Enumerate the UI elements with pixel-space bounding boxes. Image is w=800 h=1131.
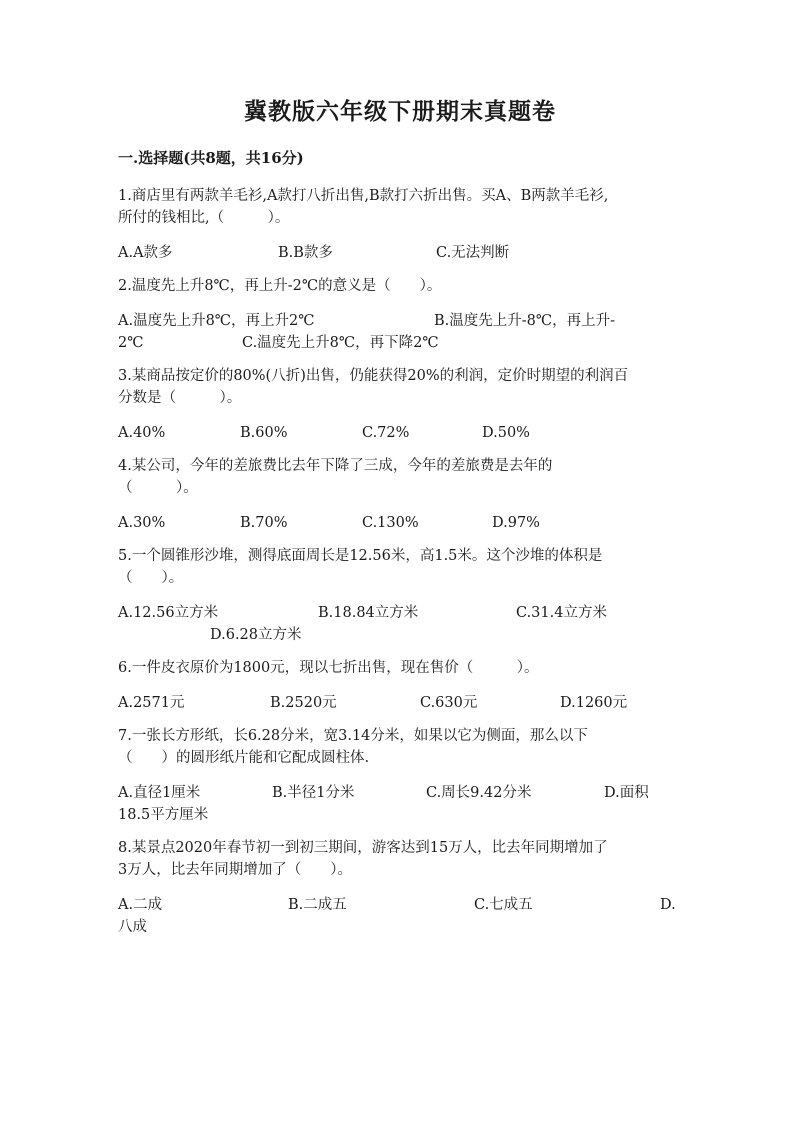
- question-1: [118, 185, 682, 264]
- question-4: [118, 455, 682, 534]
- question-3: [118, 365, 682, 444]
- stem-line: 2.温度先上升8℃，再上升-2℃的意义是（ ）。: [118, 278, 442, 294]
- stem-line: 3万人，比去年同期增加了（ ）。: [118, 862, 352, 878]
- option-b: B.18.84立方米: [318, 605, 419, 621]
- option-list: [118, 422, 682, 444]
- question-stem: [118, 455, 682, 499]
- stem-line: 7.一张长方形纸，长6.28分米，宽3.14分米，如果以它为侧面，那么以下: [118, 728, 588, 744]
- question-stem: [118, 725, 682, 769]
- option-a: A.二成: [118, 897, 163, 913]
- question-stem: [118, 365, 682, 409]
- option-list: [118, 602, 682, 646]
- question-7: [118, 725, 682, 826]
- option-b: B.60%: [240, 425, 288, 441]
- stem-line: （ ）的圆形纸片能和它配成圆柱体.: [118, 750, 370, 766]
- option-c: C.周长9.42分米: [426, 785, 532, 801]
- option-c: C.130%: [362, 515, 419, 531]
- option-d: D.: [660, 897, 676, 913]
- option-a: A.温度先上升8℃，再上升2℃: [118, 313, 315, 329]
- option-a: A.30%: [118, 515, 166, 531]
- stem-line: 5.一个圆锥形沙堆，测得底面周长是12.56米，高1.5米。这个沙堆的体积是: [118, 548, 603, 564]
- question-stem: [118, 185, 682, 229]
- option-c: C.温度先上升8℃，再下降2℃: [242, 335, 439, 351]
- option-b: B.温度先上升-8℃，再上升-: [434, 313, 616, 329]
- option-d-continued: 18.5平方厘米: [118, 807, 209, 823]
- option-c: C.七成五: [474, 897, 533, 913]
- option-list: [118, 782, 682, 826]
- option-b: B.B款多: [278, 245, 333, 261]
- option-b: B.二成五: [288, 897, 347, 913]
- stem-line: 分数是（ ）。: [118, 390, 242, 406]
- option-d: D.面积: [604, 785, 649, 801]
- option-d: D.50%: [482, 425, 530, 441]
- question-stem: [118, 837, 682, 881]
- stem-line: 3.某商品按定价的80%(八折)出售，仍能获得20%的利润，定价时期望的利润百: [118, 368, 629, 384]
- option-list: [118, 894, 682, 938]
- option-d-continued: 八成: [118, 919, 147, 935]
- option-a: A.12.56立方米: [118, 605, 219, 621]
- question-6: [118, 657, 682, 714]
- option-list: [118, 310, 682, 354]
- stem-line: 8.某景点2020年春节初一到初三期间，游客达到15万人，比去年同期增加了: [118, 840, 608, 856]
- option-c: C.无法判断: [436, 245, 510, 261]
- stem-line: （ ）。: [118, 480, 198, 496]
- option-list: [118, 242, 682, 264]
- option-b: B.半径1分米: [272, 785, 355, 801]
- stem-line: （ ）。: [118, 570, 184, 586]
- option-b-continued: 2℃: [118, 335, 144, 351]
- option-list: [118, 512, 682, 534]
- stem-line: 所付的钱相比,（ ）。: [118, 210, 290, 226]
- question-2: [118, 275, 682, 354]
- option-d: D.1260元: [560, 695, 628, 711]
- option-a: A.40%: [118, 425, 166, 441]
- option-b: B.2520元: [270, 695, 337, 711]
- section-heading: 一.选择题(共8题，共16分): [118, 149, 304, 167]
- option-d: D.97%: [492, 515, 540, 531]
- question-stem: [118, 545, 682, 589]
- stem-line: 6.一件皮衣原价为1800元，现以七折出售，现在售价（ ）。: [118, 660, 539, 676]
- option-c: C.630元: [420, 695, 478, 711]
- stem-line: 4.某公司，今年的差旅费比去年下降了三成，今年的差旅费是去年的: [118, 458, 553, 474]
- option-d: D.6.28立方米: [210, 627, 302, 643]
- option-c: C.72%: [362, 425, 410, 441]
- question-stem: [118, 657, 682, 679]
- option-a: A.直径1厘米: [118, 785, 201, 801]
- option-a: A.A款多: [118, 245, 173, 261]
- stem-line: 1.商店里有两款羊毛衫,A款打八折出售,B款打六折出售。买A、B两款羊毛衫,: [118, 188, 609, 204]
- option-c: C.31.4立方米: [516, 605, 607, 621]
- page-title: 冀教版六年级下册期末真题卷: [244, 98, 556, 125]
- question-stem: [118, 275, 682, 297]
- option-list: [118, 692, 682, 714]
- question-5: [118, 545, 682, 646]
- option-b: B.70%: [240, 515, 288, 531]
- question-8: [118, 837, 682, 938]
- option-a: A.2571元: [118, 695, 185, 711]
